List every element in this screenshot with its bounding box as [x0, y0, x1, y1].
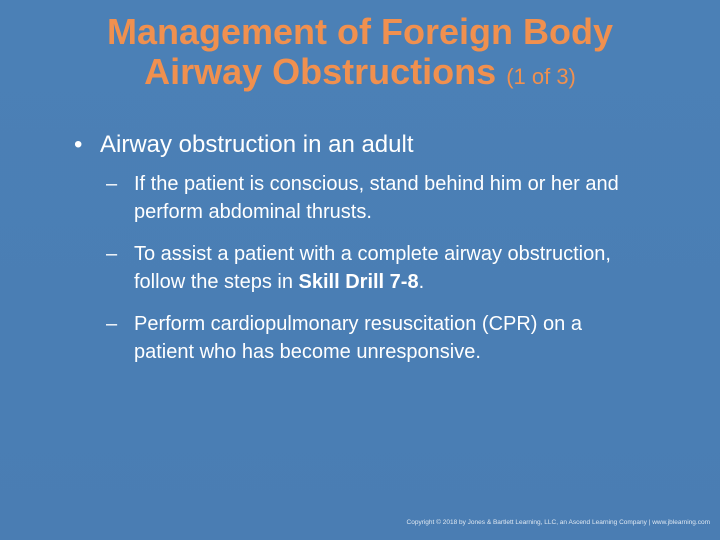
sub-bullet-text-after: . — [418, 271, 425, 293]
skill-drill-reference: Skill Drill 7-8 — [298, 271, 419, 293]
title-line-2-text: Airway Obstructions — [144, 51, 497, 92]
bullet-text: Airway obstruction in an adult — [100, 131, 414, 158]
sub-bullet-text: If the patient is conscious, stand behind him or her and perform abdominal thrusts. — [134, 173, 619, 223]
sub-bullet-marker: – — [106, 313, 118, 335]
slide-body — [72, 130, 672, 380]
slide-title — [0, 12, 720, 97]
sub-bullet-item — [106, 170, 634, 226]
bullet-item — [72, 130, 672, 160]
sub-bullet-marker: – — [106, 173, 118, 195]
title-page-indicator: (1 of 3) — [506, 64, 576, 89]
sub-bullet-text: Perform cardiopulmonary resuscitation (CPR) on a patient who has become unresponsive. — [134, 313, 582, 363]
sub-bullet-item — [106, 240, 634, 296]
sub-bullet-text-before: To assist a patient with a complete airway obstruction, follow the steps in — [134, 243, 611, 293]
copyright-footer: Copyright © 2018 by Jones & Bartlett Learning, LLC, an Ascend Learning Company | www.jblearning.com — [406, 519, 710, 526]
title-line-2 — [0, 52, 720, 97]
sub-bullet-text — [134, 243, 611, 293]
bullet-marker: • — [74, 131, 83, 158]
title-line-1: Management of Foreign Body — [106, 11, 614, 52]
sub-bullet-item — [106, 310, 634, 366]
sub-bullet-marker: – — [106, 243, 118, 265]
